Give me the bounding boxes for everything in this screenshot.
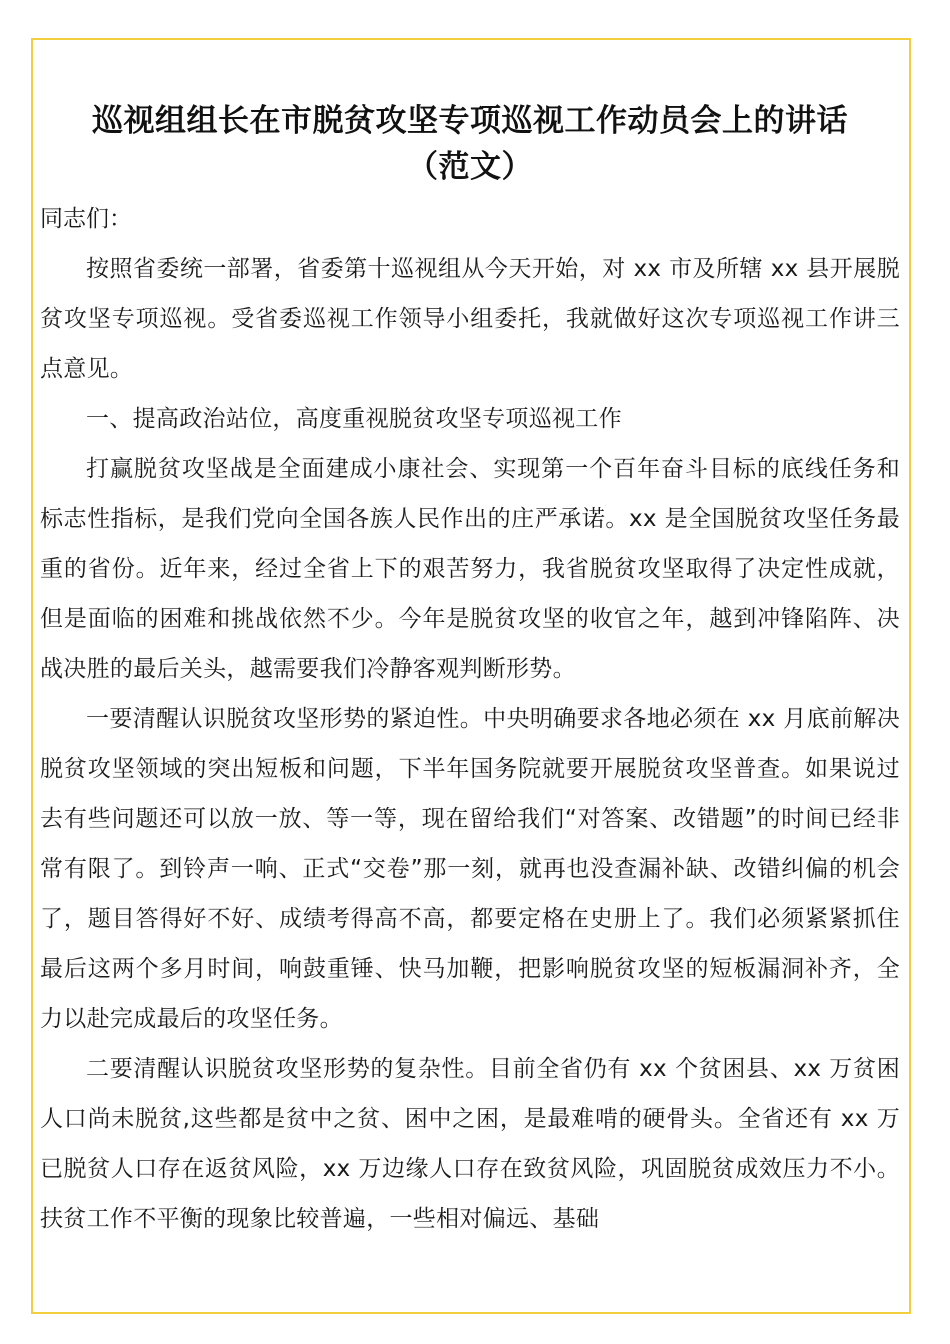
title-line-1: 巡视组组长在市脱贫攻坚专项巡视工作动员会上的讲话 (92, 103, 848, 139)
paragraph-urgency: 一要清醒认识脱贫攻坚形势的紧迫性。中央明确要求各地必须在 xx 月底前解决脱贫攻坚领域的突出短板和问题，下半年国务院就要开展脱贫攻坚普查。如果说过去有些问题还可以放一放、等一等，现在留给我们“对答案、改错题”的时间已经非常有限了。到铃声一响、正式“交卷”那一刻，就再也没查漏补缺、改错纠偏的机会了，题目答得好不好、成绩考得高不高，都要定格在史册上了。我们必须紧紧抓住最后这两个多月时间，响鼓重锤、快马加鞭，把影响脱贫攻坚的短板漏洞补齐，全力以赴完成最后的攻坚任务。 (40, 706, 900, 1032)
section-heading-1: 一、提高政治站位，高度重视脱贫攻坚专项巡视工作 (86, 406, 622, 432)
salutation: 同志们： (40, 206, 132, 232)
paragraph-complexity: 二要清醒认识脱贫攻坚形势的复杂性。目前全省仍有 xx 个贫困县、xx 万贫困人口尚未脱贫,这些都是贫中之贫、困中之困，是最难啃的硬骨头。全省还有 xx 万已脱贫人口存在返贫风险，xx 万边缘人口存在致贫风险，巩固脱贫成效压力不小。扶贫工作不平衡的现象比较普遍，一些相对偏远、基础 (40, 1056, 900, 1232)
document-body (40, 98, 900, 1244)
document-title (40, 98, 900, 190)
paragraph-background: 打赢脱贫攻坚战是全面建成小康社会、实现第一个百年奋斗目标的底线任务和标志性指标，是我们党向全国各族人民作出的庄严承诺。xx 是全国脱贫攻坚任务最重的省份。近年来，经过全省上下的艰苦努力，我省脱贫攻坚取得了决定性成就，但是面临的困难和挑战依然不少。今年是脱贫攻坚的收官之年，越到冲锋陷阵、决战决胜的最后关头，越需要我们冷静客观判断形势。 (40, 456, 900, 682)
title-line-2: （范文） (407, 149, 533, 185)
paragraph-intro: 按照省委统一部署，省委第十巡视组从今天开始，对 xx 市及所辖 xx 县开展脱贫攻坚专项巡视。受省委巡视工作领导小组委托，我就做好这次专项巡视工作讲三点意见。 (40, 256, 900, 382)
